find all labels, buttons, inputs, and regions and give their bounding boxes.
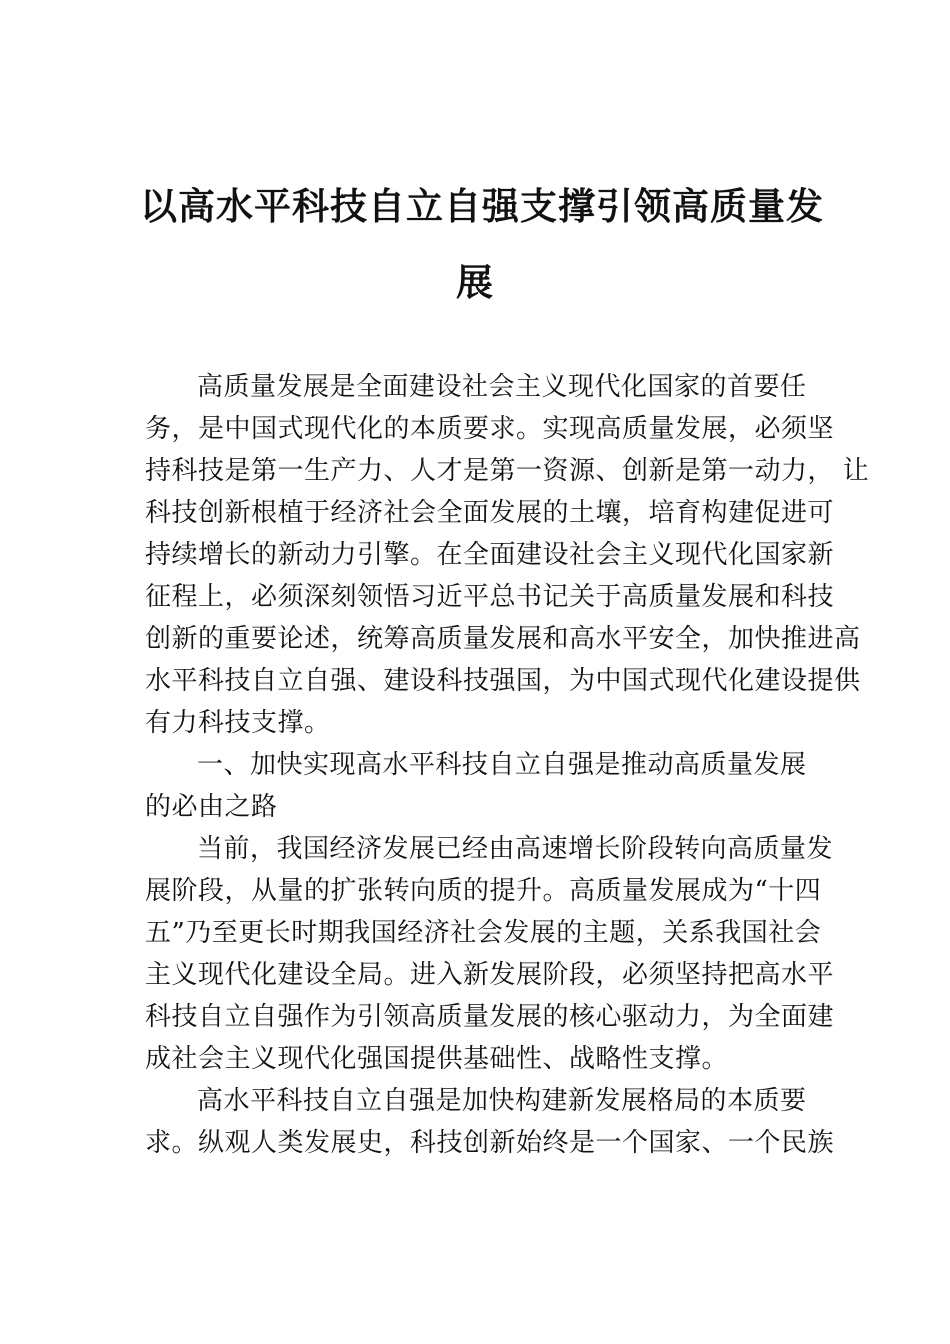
paragraph-line: 高质量发展是全面建设社会主义现代化国家的首要任 bbox=[197, 372, 807, 402]
paragraph-line: 主义现代化建设全局。进入新发展阶段，必须坚持把高水平 bbox=[145, 960, 835, 990]
paragraph-line: 展阶段，从量的扩张转向质的提升。高质量发展成为“十四 bbox=[145, 876, 822, 906]
paragraph-line: 征程上，必须深刻领悟习近平总书记关于高质量发展和科技 bbox=[145, 582, 835, 612]
section-heading: 一、加快实现高水平科技自立自强是推动高质量发展 bbox=[197, 750, 807, 780]
paragraph-line: 创新的重要论述，统筹高质量发展和高水平安全，加快推进高 bbox=[145, 624, 861, 654]
paragraph-line: 成社会主义现代化强国提供基础性、战略性支撑。 bbox=[145, 1044, 729, 1074]
document-title-continued: 展 bbox=[456, 260, 494, 304]
paragraph-line: 水平科技自立自强、建设科技强国，为中国式现代化建设提供 bbox=[145, 666, 861, 696]
paragraph-line: 当前，我国经济发展已经由高速增长阶段转向高质量发 bbox=[197, 834, 834, 864]
paragraph-line: 科技创新根植于经济社会全面发展的土壤，培育构建促进可 bbox=[145, 498, 835, 528]
paragraph-line: 有力科技支撑。 bbox=[145, 708, 331, 738]
paragraph-line: 求。纵观人类发展史，科技创新始终是一个国家、一个民族 bbox=[145, 1128, 835, 1158]
section-heading-continued: 的必由之路 bbox=[145, 792, 278, 822]
paragraph-line: 持科技是第一生产力、人才是第一资源、创新是第一动力， 让 bbox=[145, 456, 870, 486]
paragraph-line: 高水平科技自立自强是加快构建新发展格局的本质要 bbox=[197, 1086, 807, 1116]
document-title: 以高水平科技自立自强支撑引领高质量发 bbox=[140, 184, 824, 228]
paragraph-line: 科技自立自强作为引领高质量发展的核心驱动力，为全面建 bbox=[145, 1002, 835, 1032]
paragraph-line: 务，是中国式现代化的本质要求。实现高质量发展，必须坚 bbox=[145, 414, 835, 444]
paragraph-line: 五”乃至更长时期我国经济社会发展的主题，关系我国社会 bbox=[145, 918, 822, 948]
paragraph-line: 持续增长的新动力引擎。在全面建设社会主义现代化国家新 bbox=[145, 540, 835, 570]
